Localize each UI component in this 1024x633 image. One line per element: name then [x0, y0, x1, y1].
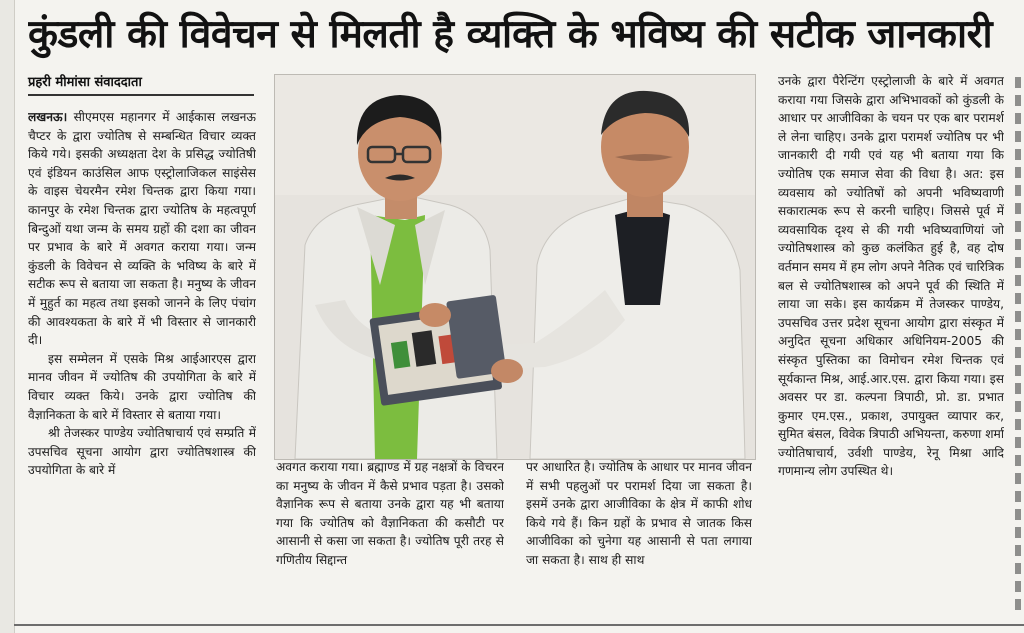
col3-paragraph-1: पर आधारित है। ज्योतिष के आधार पर मानव जीवन में सभी पहलुओं पर परामर्श दिया जा सकता है। इसमें उनके द्वारा आजीविका के क्षेत्र में काफी शोध किये गये हैं। किन ग्रहों के प्रभाव से जातक किस आजीविका को चुनेगा यह आसानी से पता लगाया जा सकता है। साथ ही साथ — [526, 460, 752, 567]
dateline: लखनऊ। — [28, 110, 68, 124]
col1-paragraph-2: इस सम्मेलन में एसके मिश्र आईआरएस द्वारा मानव जीवन में ज्योतिष की उपयोगिता के बारे में विचार व्यक्त किये। उनके द्वारा ज्योतिष की वैज्ञानिकता के बारे में विस्तार से बताया गया। — [28, 351, 256, 422]
two-men-holding-book-photo — [275, 75, 755, 459]
article-column-3 — [526, 458, 752, 618]
col1-paragraph-3: श्री तेजस्कर पाण्डेय ज्योतिषाचार्य एवं सम्प्रति में उपसचिव सूचना आयोग द्वारा ज्योतिषशास्त्र की उपयोगिता के बारे में — [28, 426, 256, 478]
adjacent-article-edge — [1012, 70, 1024, 620]
col2-paragraph-1: अवगत कराया गया। ब्रह्माण्ड में ग्रह नक्षत्रों के विचरन का मनुष्य के जीवन में कैसे प्रभाव पड़ता है। उसको वैज्ञानिक रूप से बताया उनके द्वारा यह भी बताया गया कि ज्योतिष को वैज्ञानिकता की कसौटी पर आसानी से कसा जा सकता है। ज्योतिष पूरी तरह से गणितीय सिद्दान्त — [276, 460, 504, 567]
article-column-2 — [276, 458, 504, 618]
article-column-4 — [778, 72, 1004, 620]
bottom-rule — [14, 624, 1024, 626]
col4-paragraph-1: उनके द्वारा पैरेन्टिंग एस्ट्रोलाजी के बारे में अवगत कराया गया जिसके द्वारा अभिभावकों को कुंडली के आधार पर आजीविका के चयन पर एक बार परामर्श ले लेना चाहिए। उनके द्वारा परामर्श ज्योतिष पर भी जानकारी दी गयी एवं यह भी बताया गया कि ज्योतिष एक समाज सेवा की विधा है। अत: इस व्यवसाय को ज्योतिषों को अपनी भविष्यवाणी सकारात्मक रूप से करनी चाहिए। जिससे पूर्व में व्यवसायिक दृश्य से की गयी भविष्यवाणियां जो ज्योतिषशास्त्र को कुछ कलंकित हुई है, वह दोष वर्तमान समय में हम लोग अपने नैतिक एवं चारित्रिक बल से ज्योतिषशास्त्र को अपने पूर्व की स्थिति में लाया जा सके। इस कार्यक्रम में तेजस्कर पाण्डेय, उपसचिव उत्तर प्रदेश सूचना आयोग द्वारा संस्कृत में अनुदित सूचना अधिकार अधिनियम-2005 की संस्कृत पुस्तिका का विमोचन रमेश चिन्तक एवं सूर्यकान्त मिश्र, आई.आर.एस. द्वारा किया गया। इस अवसर पर डा. कल्पना त्रिपाठी, प्रो. डा. प्रभात कुमार एम.एस., प्रकाश, उपायुक्त व्यापार कर, सुमित बंसल, विवेक त्रिपाठी अभियन्ता, करुणा शर्मा ज्योतिषाचार्य, उर्वशी पाण्डेय, रेनू मिश्रा आदि गणमान्य लोग उपस्थित थे। — [778, 74, 1004, 479]
news-photo — [274, 74, 756, 460]
page-edge — [0, 0, 15, 633]
headline: कुंडली की विवेचन से मिलती है व्यक्ति के भविष्य की सटीक जानकारी — [28, 12, 993, 57]
article-column-1 — [28, 108, 256, 616]
col1-paragraph-1: सीएमएस महानगर में आईकास लखनऊ चैप्टर के द्वारा ज्योतिष से सम्बन्धित विचार व्यक्त किये गये। इसकी अध्यक्षता देश के प्रसिद्ध ज्योतिषी एवं इंडियन काउंसिल आफ एस्ट्रोलाजिकल साइंसेस के वाइस चेयरमैन रमेश चिन्तक द्वारा किया गया। कानपुर के रमेश चिन्तक द्वारा ज्योतिष के महत्वपूर्ण बिन्दुओं यथा जन्म के समय ग्रहों की दशा का जीवन पर प्रभाव के बारे में अवगत कराया गया। जन्म कुंडली के विवेचन से व्यक्ति के भविष्य के बारे में सटीक रूप से बताया जा सकता है। मनुष्य के जीवन में मुहुर्त का महत्व तथा इसको जानने के लिए पंचांग की आवश्यकता के बारे में भी विस्तार से जानकारी दी। — [28, 110, 256, 348]
byline: प्रहरी मीमांसा संवाददाता — [28, 72, 254, 96]
